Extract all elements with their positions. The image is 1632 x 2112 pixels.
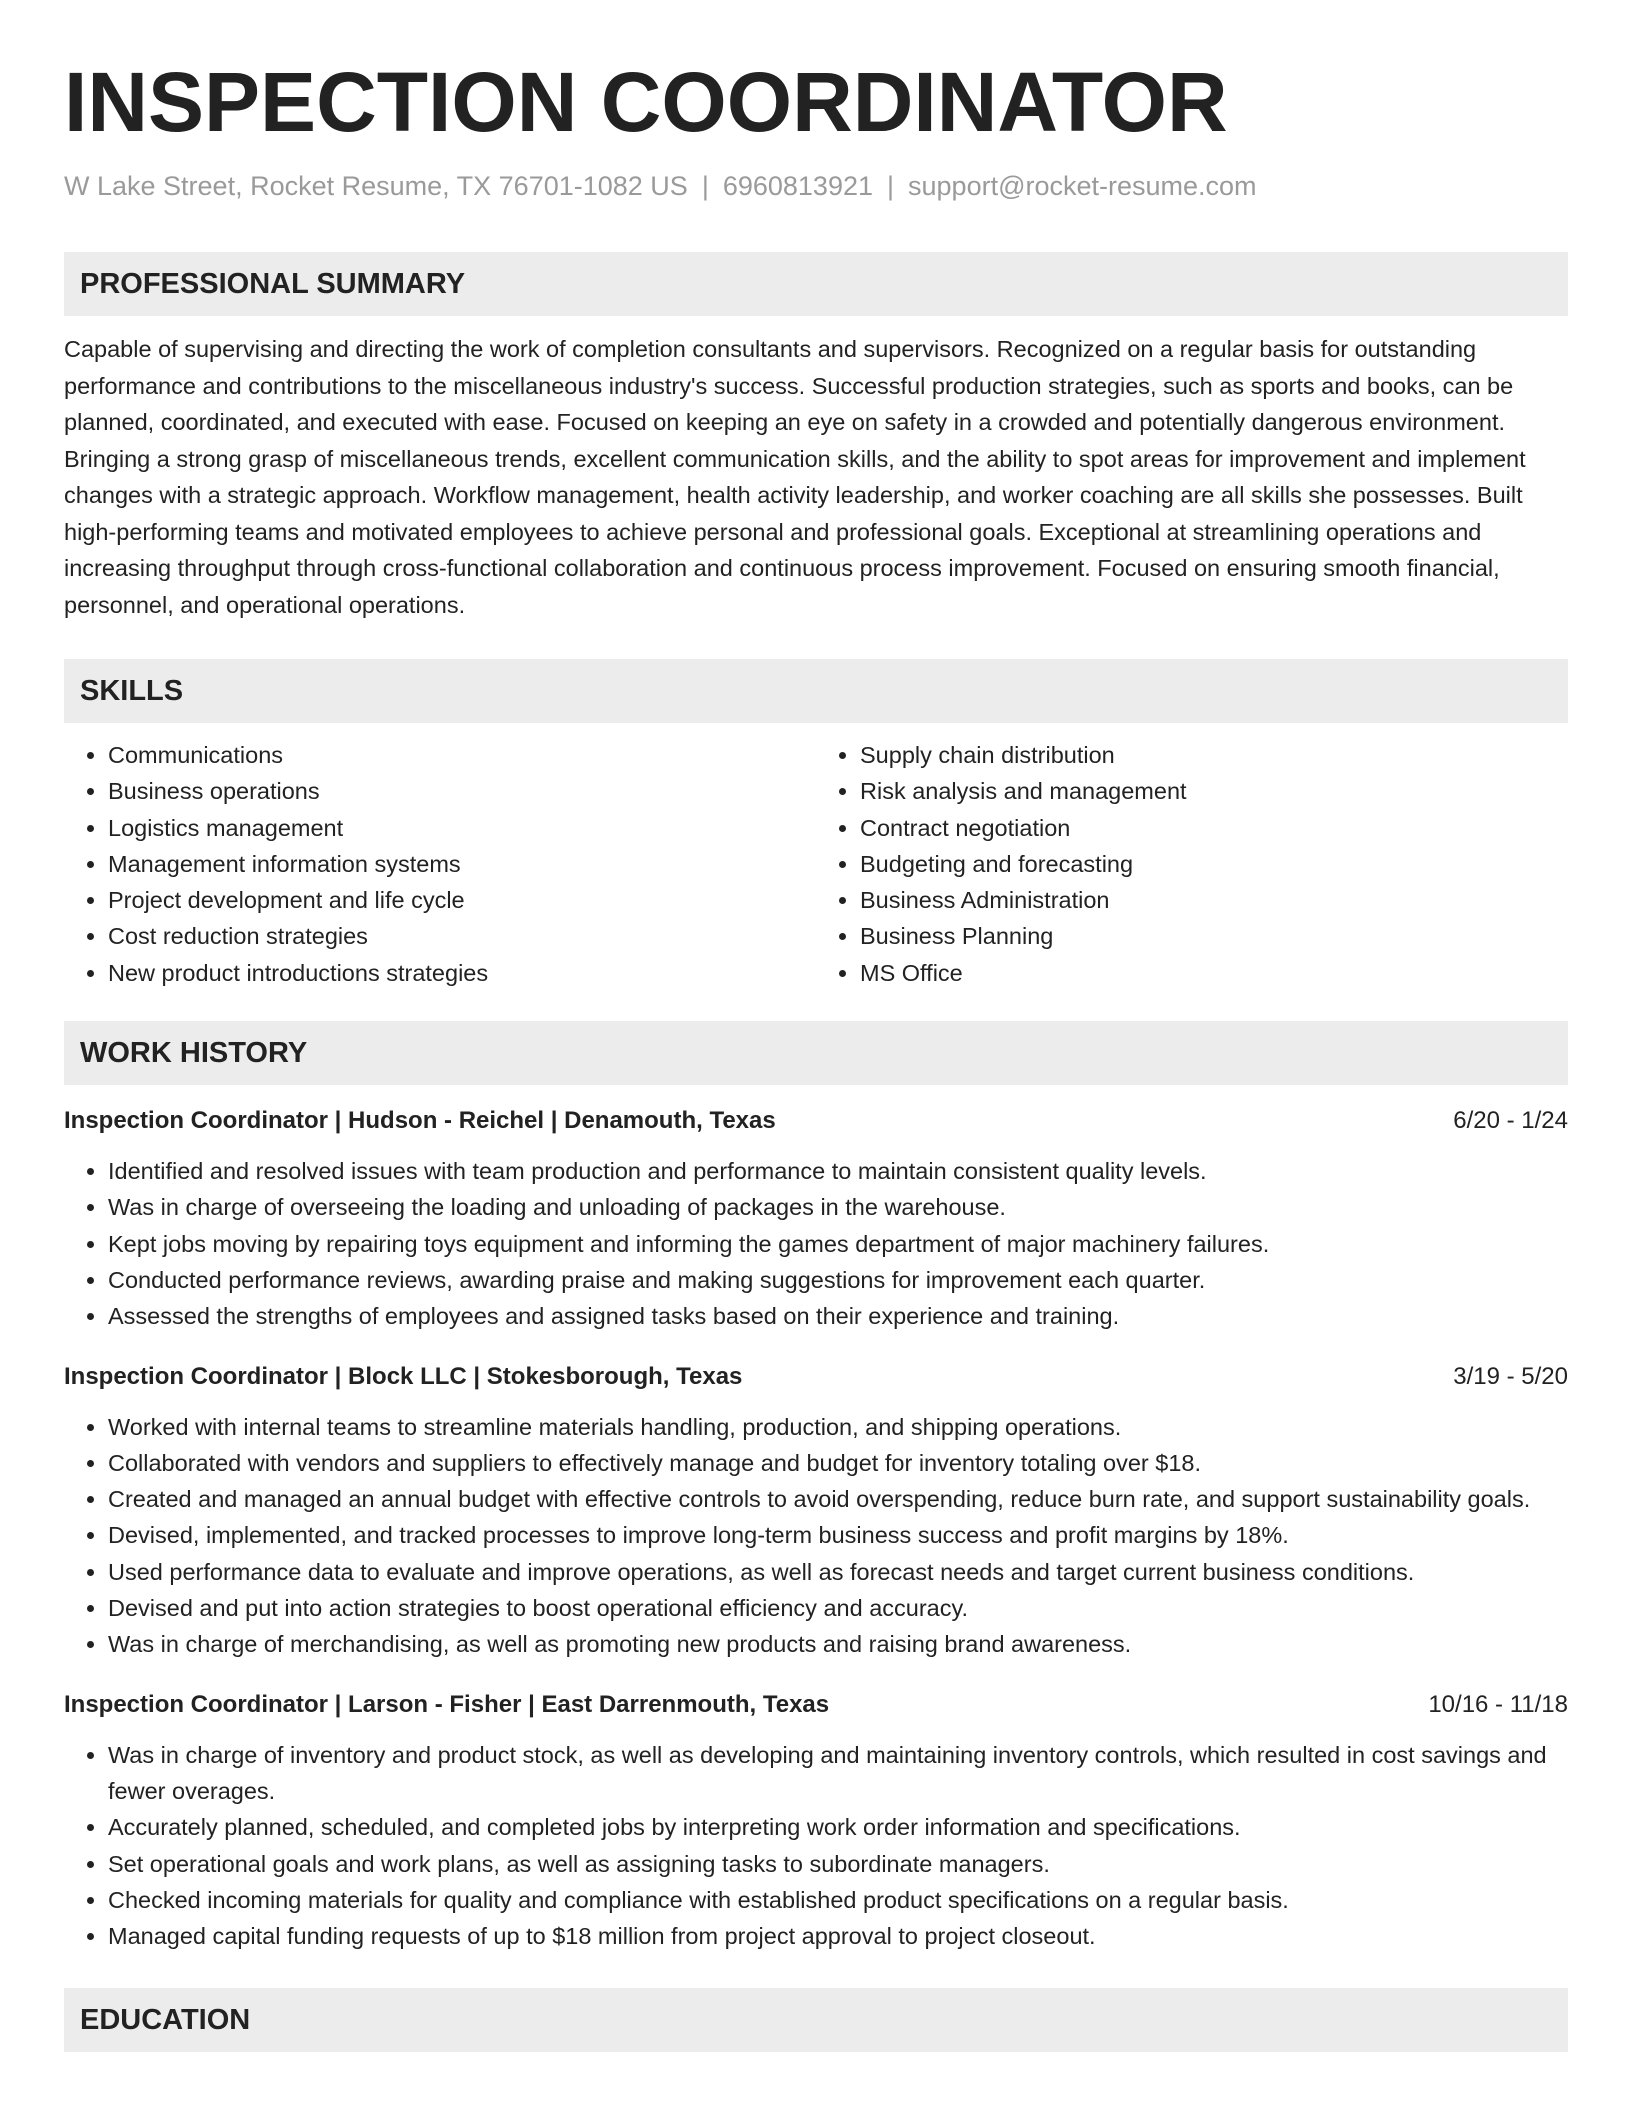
job-bullet: • Accurately planned, scheduled, and completed jobs by interpreting work order information and specifications. [108,1809,1568,1845]
skill-item: • Business operations [108,773,816,809]
job-bullets [64,1409,1568,1663]
skill-item: • Management information systems [108,846,816,882]
job-title: Inspection Coordinator | Hudson - Reichel | Denamouth, Texas [64,1107,776,1135]
job-entry [64,1687,1568,1955]
skill-item: • Logistics management [108,810,816,846]
job-dates: 10/16 - 11/18 [1428,1690,1568,1718]
skills-right-list [816,737,1568,991]
job-bullet: • Collaborated with vendors and suppliers to effectively manage and budget for inventory totaling over $18. [108,1445,1568,1481]
job-bullet: • Checked incoming materials for quality and compliance with established product specifications on a regular basis. [108,1882,1568,1918]
skill-item: • Cost reduction strategies [108,918,816,954]
job-dates: 6/20 - 1/24 [1453,1107,1568,1135]
job-bullet: • Set operational goals and work plans, as well as assigning tasks to subordinate managers. [108,1846,1568,1882]
job-header [64,1103,1568,1139]
skills-heading: SKILLS [64,659,1568,723]
skill-item: • MS Office [860,955,1568,991]
contact-phone: 6960813921 [722,171,873,201]
skill-item: • Business Administration [860,882,1568,918]
skill-item: • New product introductions strategies [108,955,816,991]
job-bullet: • Used performance data to evaluate and improve operations, as well as forecast needs and target current business conditions. [108,1554,1568,1590]
job-header [64,1687,1568,1723]
skill-item: • Contract negotiation [860,810,1568,846]
job-bullet: • Assessed the strengths of employees and assigned tasks based on their experience and training. [108,1298,1568,1334]
job-bullets [64,1153,1568,1334]
skill-item: • Supply chain distribution [860,737,1568,773]
job-bullet: • Conducted performance reviews, awarding praise and making suggestions for improvement each quarter. [108,1262,1568,1298]
job-entry [64,1359,1568,1663]
job-bullet: • Was in charge of overseeing the loading and unloading of packages in the warehouse. [108,1189,1568,1225]
contact-address: W Lake Street, Rocket Resume, TX 76701-1082 US [64,171,688,201]
job-bullet: • Kept jobs moving by repairing toys equipment and informing the games department of major machinery failures. [108,1226,1568,1262]
summary-text: Capable of supervising and directing the work of completion consultants and supervisors. Recognized on a regular basis for outstanding performance and contributions to the miscellaneous industry's success. Successful production strategies, such as sports and books, can be planned, coordinated, and executed with ease. Focused on keeping an eye on safety in a crowded and potentially dangerous environment. Bringing a strong grasp of miscellaneous trends, excellent communication skills, and the ability to spot areas for improvement and implement changes with a strategic approach. Workflow management, health activity leadership, and worker coaching are all skills she possesses. Built high-performing teams and motivated employees to achieve personal and professional goals. Exceptional at streamlining operations and increasing throughput through cross-functional collaboration and continuous process improvement. Focused on ensuring smooth financial, personnel, and operational operations. [64,336,1526,618]
education-heading: EDUCATION [64,1988,1568,2052]
job-entry [64,1103,1568,1334]
skill-item: • Budgeting and forecasting [860,846,1568,882]
job-title: Inspection Coordinator | Larson - Fisher | East Darrenmouth, Texas [64,1690,830,1718]
skill-item: • Communications [108,737,816,773]
job-bullet: • Was in charge of merchandising, as well as promoting new products and raising brand awareness. [108,1626,1568,1662]
job-bullet: • Devised and put into action strategies to boost operational efficiency and accuracy. [108,1590,1568,1626]
contact-separator: | [701,171,709,201]
job-bullet: • Managed capital funding requests of up to $18 million from project approval to project closeout. [108,1918,1568,1954]
job-bullets [64,1737,1568,1955]
contact-line [64,168,1568,204]
resume-page [64,52,1568,2052]
job-bullet: • Identified and resolved issues with team production and performance to maintain consistent quality levels. [108,1153,1568,1189]
work-history-heading: WORK HISTORY [64,1021,1568,1085]
skill-item: • Risk analysis and management [860,773,1568,809]
job-dates: 3/19 - 5/20 [1453,1362,1568,1390]
resume-name: INSPECTION COORDINATOR [64,55,1228,149]
summary-heading: PROFESSIONAL SUMMARY [64,252,1568,316]
skills-left-list [64,737,816,991]
skill-item: • Project development and life cycle [108,882,816,918]
job-header [64,1359,1568,1395]
contact-email: support@rocket-resume.com [908,171,1257,201]
job-title: Inspection Coordinator | Block LLC | Stokesborough, Texas [64,1362,743,1390]
contact-separator: | [887,171,895,201]
skills-columns [64,737,1568,991]
job-bullet: • Worked with internal teams to streamline materials handling, production, and shipping operations. [108,1409,1568,1445]
job-bullet: • Created and managed an annual budget with effective controls to avoid overspending, reduce burn rate, and support sustainability goals. [108,1481,1568,1517]
job-bullet: • Devised, implemented, and tracked processes to improve long-term business success and profit margins by 18%. [108,1517,1568,1553]
skill-item: • Business Planning [860,918,1568,954]
job-bullet: • Was in charge of inventory and product stock, as well as developing and maintaining inventory controls, which resulted in cost savings and fewer overages. [108,1737,1568,1810]
